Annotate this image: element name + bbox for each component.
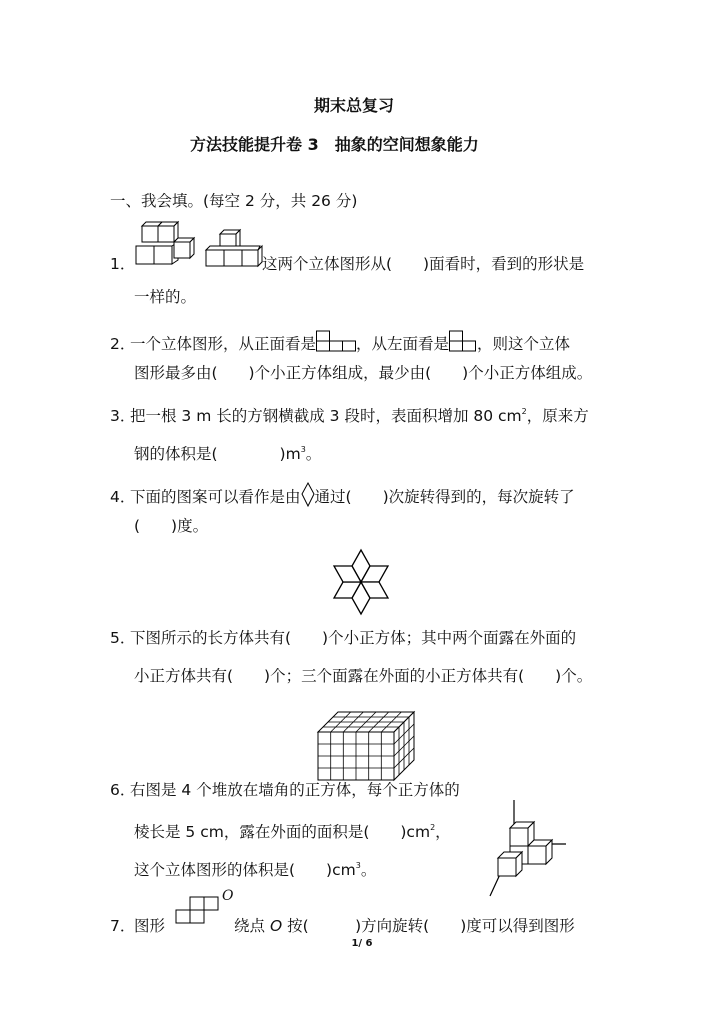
- question-4-line-2: ( )度。: [134, 517, 209, 535]
- q2-text-c: ，则这个立体: [477, 335, 571, 353]
- q3-sup-1: 2: [521, 407, 527, 416]
- q1-cube-figure-a: [134, 222, 198, 268]
- question-3-line-1: [110, 402, 589, 426]
- question-2-number: 2．: [110, 335, 136, 353]
- question-6-number: 6．: [110, 781, 136, 799]
- point-o-label: O: [222, 888, 234, 904]
- q2-text-a: 一个立体图形，从正面看是: [130, 335, 317, 353]
- q1-cube-figure-b: [204, 228, 264, 270]
- q4-text-b: 通过( )次旋转得到的，每次旋转了: [314, 488, 575, 506]
- front-view-shape-icon: [316, 330, 356, 352]
- question-1-line-1: 这两个立体图形从( )面看时，看到的形状是: [262, 255, 585, 273]
- question-6-line-2: [134, 818, 451, 842]
- q6-sup-3: 3: [355, 861, 361, 870]
- left-view-shape-icon: [449, 330, 477, 352]
- q7-text-b: 绕点: [234, 917, 270, 935]
- section-heading: 一、我会填。(每空 2 分，共 26 分): [110, 192, 358, 210]
- q6-text-c: ，: [435, 823, 451, 841]
- question-6-line-1: [110, 780, 460, 800]
- doc-title: 期末总复习: [314, 96, 395, 115]
- question-3-number: 3．: [110, 407, 136, 425]
- q2-text-b: ，从左面看是: [356, 335, 450, 353]
- q3-text-d: 。: [305, 445, 322, 463]
- q6-sup-2: 2: [430, 823, 436, 832]
- question-4-number: 4．: [110, 488, 136, 506]
- question-1-line-2: 一样的。: [134, 288, 197, 306]
- question-5-line-1: [110, 628, 576, 648]
- question-7-text-a: 图形: [134, 917, 166, 935]
- page-number: 1/ 6: [351, 938, 373, 949]
- q4-text-a: 下面的图案可以看作是由: [130, 488, 301, 506]
- q6-text-a: 右图是 4 个堆放在墙角的正方体，每个正方体的: [130, 781, 460, 799]
- question-7-number: 7．: [110, 917, 136, 935]
- question-5-line-2: 小正方体共有( )个；三个面露在外面的小正方体共有( )个。: [134, 667, 593, 685]
- question-3-line-2: [134, 440, 321, 464]
- q7-rotation-shape: [172, 894, 222, 928]
- q7-point-o: O: [269, 917, 283, 935]
- corner-cubes-figure: [488, 800, 568, 898]
- q6-text-e: 。: [360, 861, 377, 879]
- q3-text-a: 把一根 3 m 长的方钢横截成 3 段时，表面积增加 80 cm: [130, 407, 522, 425]
- rhombus-shape-icon: [301, 482, 315, 508]
- q6-text-b: 棱长是 5 cm，露在外面的面积是( )cm: [134, 823, 431, 841]
- star-rotation-pattern: [322, 547, 400, 617]
- q3-text-b: ，原来方: [526, 407, 589, 425]
- cuboid-grid-figure: [316, 710, 418, 782]
- question-5-number: 5．: [110, 629, 136, 647]
- question-1-number: 1．: [110, 255, 136, 273]
- q6-text-d: 这个立体图形的体积是( )cm: [134, 861, 356, 879]
- q5-text-a: 下图所示的长方体共有( )个小正方体；其中两个面露在外面的: [130, 629, 577, 647]
- doc-subtitle: 方法技能提升卷 3 抽象的空间想象能力: [190, 135, 479, 154]
- question-2-line-1: [110, 330, 570, 354]
- question-2-line-2: 图形最多由( )个小正方体组成，最少由( )个小正方体组成。: [134, 364, 593, 382]
- question-6-line-3: [134, 856, 376, 880]
- question-4-line-1: [110, 482, 575, 508]
- q7-text-c: 按( )方向旋转( )度可以得到图形: [282, 917, 575, 935]
- question-7-line-1: [234, 916, 575, 936]
- q3-text-c: 钢的体积是( )m: [134, 445, 301, 463]
- q3-sup-2: 3: [300, 445, 306, 454]
